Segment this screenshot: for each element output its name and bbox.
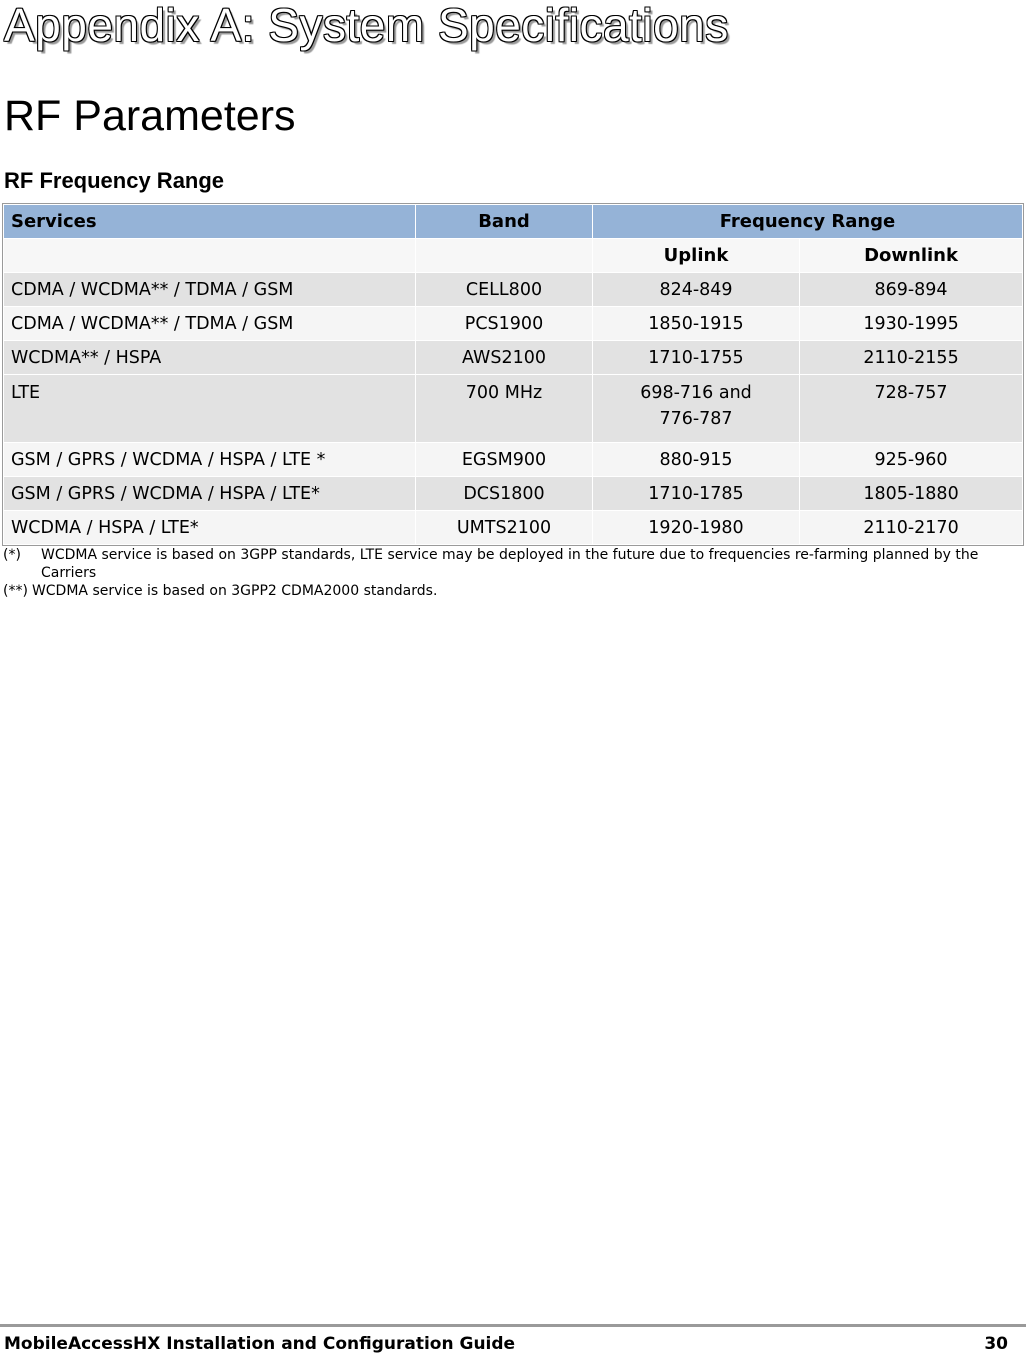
- table-footnotes: [3, 546, 1025, 600]
- chapter-title: Appendix A: System Specifications: [4, 0, 729, 51]
- footnote-text: WCDMA service is based on 3GPP standards, LTE service may be deployed in the future due to frequencies re-farming planned by the Carriers: [41, 547, 979, 581]
- footnote-mark: (**): [3, 583, 28, 599]
- header-downlink: Downlink: [800, 239, 1023, 273]
- cell-downlink: 1805-1880: [800, 477, 1023, 511]
- table-row: [4, 273, 1023, 307]
- table-subheader-row: [4, 239, 1023, 273]
- table-row: [4, 341, 1023, 375]
- table-row: [4, 443, 1023, 477]
- cell-band: CELL800: [416, 273, 593, 307]
- cell-uplink: 1710-1755: [593, 341, 800, 375]
- cell-band: UMTS2100: [416, 511, 593, 545]
- footnote-text: WCDMA service is based on 3GPP2 CDMA2000 standards.: [31, 583, 438, 599]
- footer-guide-title: MobileAccessHX Installation and Configuration Guide: [4, 1334, 516, 1354]
- footnote-single-asterisk: [3, 546, 1025, 582]
- cell-uplink: [593, 375, 800, 443]
- header-uplink: Uplink: [593, 239, 800, 273]
- cell-band: AWS2100: [416, 341, 593, 375]
- table-row: [4, 375, 1023, 443]
- footer-divider: [0, 1324, 1026, 1327]
- cell-band: PCS1900: [416, 307, 593, 341]
- cell-uplink: 1710-1785: [593, 477, 800, 511]
- cell-uplink: 1850-1915: [593, 307, 800, 341]
- cell-uplink: 1920-1980: [593, 511, 800, 545]
- cell-downlink: 2110-2170: [800, 511, 1023, 545]
- subheader-blank-services: [4, 239, 416, 273]
- cell-downlink: 728-757: [800, 375, 1023, 443]
- cell-uplink-line1: 698-716 and: [640, 383, 752, 403]
- footnote-double-asterisk: [3, 582, 1025, 600]
- table-row: [4, 477, 1023, 511]
- table-header-row: [4, 205, 1023, 239]
- table-row: [4, 511, 1023, 545]
- cell-services: WCDMA** / HSPA: [4, 341, 416, 375]
- cell-band: 700 MHz: [416, 375, 593, 443]
- cell-downlink: 1930-1995: [800, 307, 1023, 341]
- cell-services: CDMA / WCDMA** / TDMA / GSM: [4, 273, 416, 307]
- cell-uplink-line2: 776-787: [659, 409, 733, 429]
- cell-uplink: 824-849: [593, 273, 800, 307]
- cell-services: CDMA / WCDMA** / TDMA / GSM: [4, 307, 416, 341]
- section-title: RF Parameters: [4, 92, 296, 140]
- subsection-title: RF Frequency Range: [4, 168, 225, 193]
- cell-downlink: 925-960: [800, 443, 1023, 477]
- cell-services: LTE: [4, 375, 416, 443]
- subheader-blank-band: [416, 239, 593, 273]
- cell-services: GSM / GPRS / WCDMA / HSPA / LTE *: [4, 443, 416, 477]
- cell-services: WCDMA / HSPA / LTE*: [4, 511, 416, 545]
- header-services: Services: [4, 205, 416, 239]
- header-frequency-range: Frequency Range: [593, 205, 1023, 239]
- cell-band: EGSM900: [416, 443, 593, 477]
- cell-downlink: 869-894: [800, 273, 1023, 307]
- footnote-mark: (*): [3, 547, 21, 563]
- cell-band: DCS1800: [416, 477, 593, 511]
- table-row: [4, 307, 1023, 341]
- cell-services: GSM / GPRS / WCDMA / HSPA / LTE*: [4, 477, 416, 511]
- cell-downlink: 2110-2155: [800, 341, 1023, 375]
- rf-frequency-table: [3, 204, 1023, 545]
- header-band: Band: [416, 205, 593, 239]
- page-number: 30: [984, 1334, 1008, 1354]
- cell-uplink: 880-915: [593, 443, 800, 477]
